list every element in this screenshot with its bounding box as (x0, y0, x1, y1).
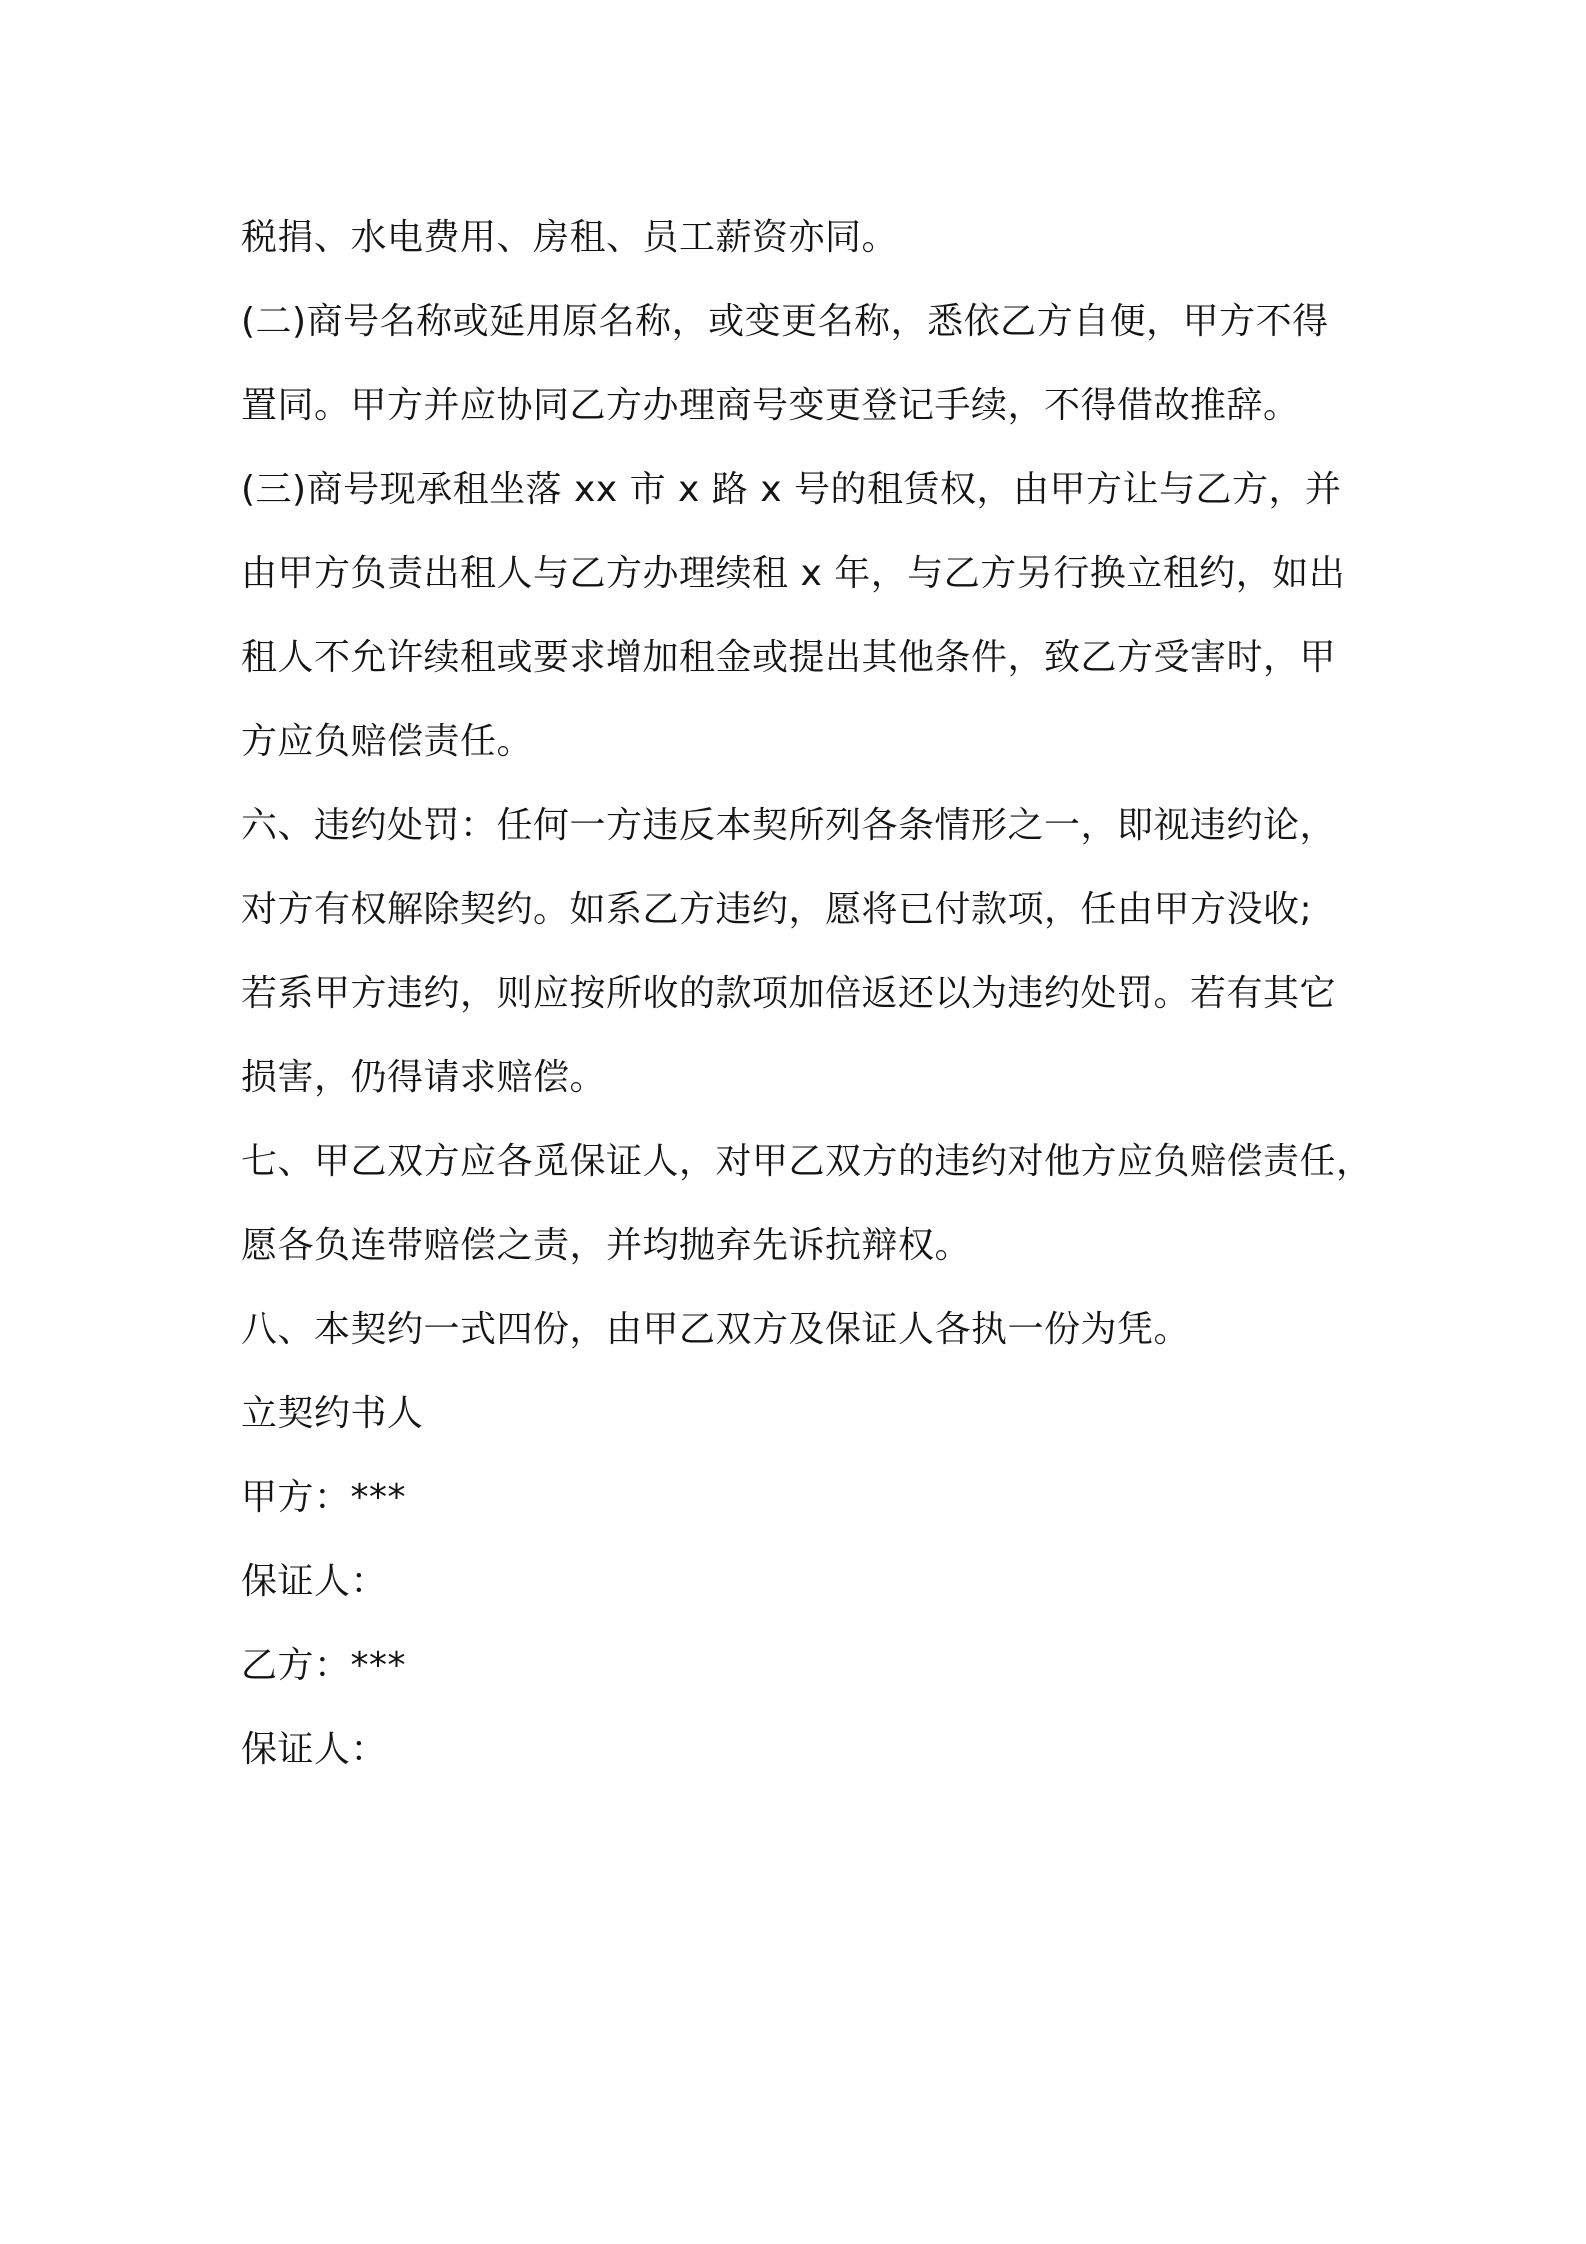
text-line: (二)商号名称或延用原名称，或变更名称，悉依乙方自便，甲方不得 (241, 301, 1329, 342)
text-line: 七、甲乙双方应各觅保证人，对甲乙双方的违约对他方应负赔偿责任， (241, 1141, 1373, 1182)
text-line: 租人不允许续租或要求增加租金或提出其他条件，致乙方受害时，甲 (241, 637, 1337, 678)
signature-block (241, 1372, 1361, 1792)
document-body (241, 196, 1373, 1792)
text-line: 六、违约处罚：任何一方违反本契所列各条情形之一，即视违约论， (241, 805, 1337, 846)
guarantor-b-line: 保证人： (241, 1729, 388, 1770)
guarantor-a-line: 保证人： (241, 1561, 388, 1602)
text-line: 置同。甲方并应协同乙方办理商号变更登记手续，不得借故推辞。 (241, 385, 1300, 426)
signature-heading: 立契约书人 (241, 1393, 424, 1434)
text-line: 对方有权解除契约。如系乙方违约，愿将已付款项，任由甲方没收; (241, 889, 1313, 930)
party-b-line: 乙方：*** (241, 1645, 407, 1686)
text-line: (三)商号现承租坐落 xx 市 x 路 x 号的租赁权，由甲方让与乙方，并 (241, 469, 1342, 510)
text-line: 若系甲方违约，则应按所收的款项加倍返还以为违约处罚。若有其它 (241, 973, 1337, 1014)
text-line: 损害，仍得请求赔偿。 (241, 1057, 607, 1098)
party-a-line: 甲方：*** (241, 1477, 407, 1518)
text-line: 方应负赔偿责任。 (241, 721, 534, 762)
text-line: 愿各负连带赔偿之责，并均抛弃先诉抗辩权。 (241, 1225, 972, 1266)
text-line: 由甲方负责出租人与乙方办理续租 x 年，与乙方另行换立租约，如出 (241, 553, 1346, 594)
text-line: 八、本契约一式四份，由甲乙双方及保证人各执一份为凭。 (241, 1309, 1191, 1350)
text-line: 税捐、水电费用、房租、员工薪资亦同。 (241, 217, 899, 258)
